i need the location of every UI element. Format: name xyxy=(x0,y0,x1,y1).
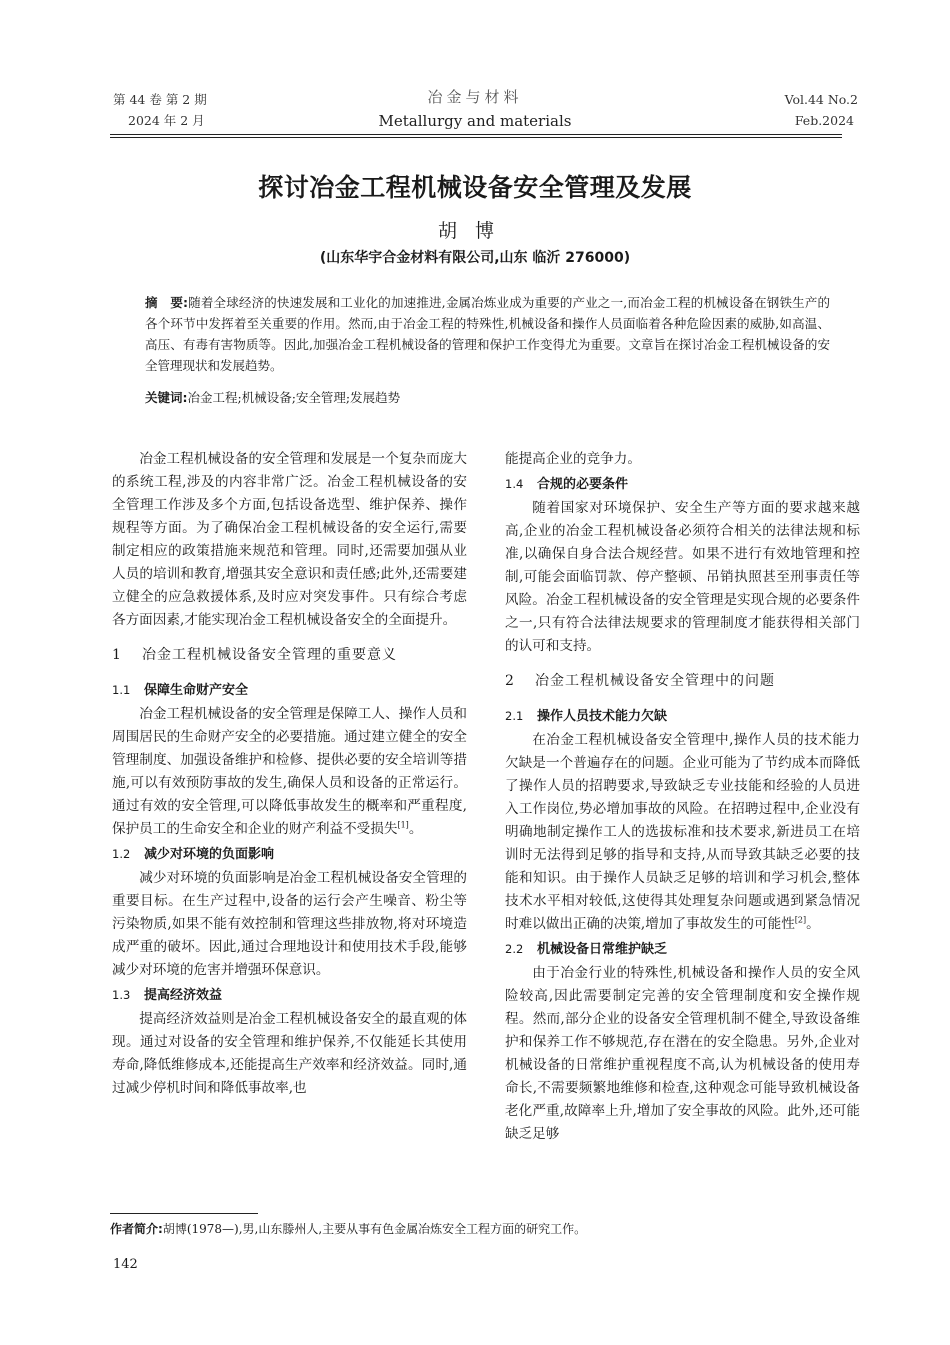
abstract-text: 随着全球经济的快速发展和工业化的加速推进,金属冶炼业成为重要的产业之一,而冶金工程的机械设备在钢铁生产的各个环节中发挥着至关重要的作用。然而,由于冶金工程的特殊性,机械设备和操作人员面临着各种危险因素的威胁,如高温、高压、有毒有害物质等。因此,加强冶金工程机械设备的管理和保护工作变得尤为重要。文章旨在探讨冶金工程机械设备的安全管理现状和发展趋势。 xyxy=(145,295,831,373)
author-bio-footnote xyxy=(110,1220,586,1237)
intro-paragraph: 冶金工程机械设备的安全管理和发展是一个复杂而庞大的系统工程,涉及的内容非常广泛。冶金工程机械设备的安全管理工作涉及多个方面,包括设备选型、维护保养、操作规程等方面。为了确保冶金工程机械设备的安全运行,需要制定相应的政策措施来规范和管理。同时,还需要加强从业人员的培训和教育,增强其安全意识和责任感;此外,还需要建立健全的应急救援体系,及时应对突发事件。只有综合考虑各方面因素,才能实现冶金工程机械设备安全的全面提升。 xyxy=(112,451,467,628)
keywords-text: 冶金工程;机械设备;安全管理;发展趋势 xyxy=(187,390,401,405)
subsection-title: 提高经济效益 xyxy=(144,988,223,1003)
paragraph-text: 冶金工程机械设备的安全管理是保障工人、操作人员和周围居民的生命财产安全的必要措施。通过建立健全的安全管理制度、加强设备维护和检修、提供必要的安全培训等措施,可以有效预防事故的发生,确保人员和设备的正常运行。通过有效的安全管理,可以降低事故发生的概率和严重程度,保护员工的生命安全和企业的财产利益不受损失 xyxy=(112,706,467,837)
page-number: 142 xyxy=(113,1257,138,1272)
section-number: 2 xyxy=(505,673,515,689)
subsection-number: 2.1 xyxy=(505,709,524,723)
subsection-1-1-heading xyxy=(112,679,467,702)
subsection-number: 1.1 xyxy=(112,683,131,697)
footnote-rule xyxy=(110,1213,258,1214)
footnote-label: 作者简介: xyxy=(110,1222,163,1236)
section-number: 1 xyxy=(112,647,122,663)
section-title: 冶金工程机械设备安全管理的重要意义 xyxy=(142,647,397,663)
paper-title: 探讨冶金工程机械设备安全管理及发展 xyxy=(258,173,692,202)
continued-paragraph: 能提高企业的竞争力。 xyxy=(505,451,641,467)
right-column xyxy=(505,448,860,1146)
header-rule-bottom xyxy=(110,137,842,138)
date-en: Feb.2024 xyxy=(794,113,854,128)
subsection-1-3-heading xyxy=(112,984,467,1007)
abstract xyxy=(145,292,830,376)
volume-issue-cn: 第 44 卷 第 2 期 xyxy=(113,92,207,107)
subsection-2-2-heading xyxy=(505,938,860,961)
subsection-number: 2.2 xyxy=(505,942,524,956)
abstract-label: 摘 要: xyxy=(145,295,189,310)
subsection-2-1-paragraph xyxy=(505,729,860,936)
subsection-title: 保障生命财产安全 xyxy=(144,683,249,698)
subsection-number: 1.3 xyxy=(112,988,131,1002)
subsection-2-1-heading xyxy=(505,705,860,728)
subsection-1-4-paragraph: 随着国家对环境保护、安全生产等方面的要求越来越高,企业的冶金工程机械设备必须符合相关的法律法规和标准,以确保自身合法合规经营。如果不进行有效地管理和控制,可能会面临罚款、停产整顿、吊销执照甚至刑事责任等风险。冶金工程机械设备的安全管理是实现合规的必要条件之一,只有符合法律法规要求的管理制度才能获得相关部门的认可和支持。 xyxy=(505,500,860,654)
keywords-label: 关键词: xyxy=(145,390,188,405)
volume-issue-en: Vol.44 No.2 xyxy=(784,92,858,107)
section-1-heading xyxy=(112,644,467,667)
section-title: 冶金工程机械设备安全管理中的问题 xyxy=(535,673,775,689)
date-cn: 2024 年 2 月 xyxy=(128,113,205,128)
subsection-2-2-paragraph: 由于冶金行业的特殊性,机械设备和操作人员的安全风险较高,因此需要制定完善的安全管理制度和安全操作规程。然而,部分企业的设备安全管理机制不健全,导致设备维护和保养工作不够规范,存在潜在的安全隐患。另外,企业对机械设备的日常维护重视程度不高,认为机械设备的使用寿命长,不需要频繁地维修和检查,这种观念可能导致机械设备老化严重,故障率上升,增加了安全事故的风险。此外,还可能缺乏足够 xyxy=(505,965,860,1142)
subsection-1-2-paragraph: 减少对环境的负面影响是冶金工程机械设备安全管理的重要目标。在生产过程中,设备的运行会产生噪音、粉尘等污染物质,如果不能有效控制和管理这些排放物,将对环境造成严重的破坏。因此,通过合理地设计和使用技术手段,能够减少对环境的危害并增强环保意识。 xyxy=(112,870,467,978)
subsection-1-1-paragraph xyxy=(112,703,467,841)
header-rule-top xyxy=(110,134,842,135)
subsection-number: 1.2 xyxy=(112,847,131,861)
journal-name-cn: 冶金与材料 xyxy=(427,88,523,106)
paragraph-end: 。 xyxy=(806,916,820,932)
subsection-1-4-heading xyxy=(505,473,860,496)
keywords xyxy=(145,388,830,406)
left-column xyxy=(112,448,467,1100)
author-name: 胡博 xyxy=(437,220,512,242)
subsection-1-2-heading xyxy=(112,843,467,866)
section-2-heading xyxy=(505,670,860,693)
subsection-title: 合规的必要条件 xyxy=(537,477,629,492)
subsection-number: 1.4 xyxy=(505,477,524,491)
citation-ref: [1] xyxy=(397,820,409,830)
journal-name-en: Metallurgy and materials xyxy=(378,112,572,130)
affiliation: (山东华宇合金材料有限公司,山东 临沂 276000) xyxy=(319,250,631,266)
subsection-title: 操作人员技术能力欠缺 xyxy=(537,709,668,724)
footnote-text: 胡博(1978—),男,山东滕州人,主要从事有色金属冶炼安全工程方面的研究工作。 xyxy=(162,1222,587,1236)
paragraph-text: 在冶金工程机械设备安全管理中,操作人员的技术能力欠缺是一个普遍存在的问题。企业可能为了节约成本而降低了操作人员的招聘要求,导致缺乏专业技能和经验的人员进入工作岗位,势必增加事故的风险。在招聘过程中,企业没有明确地制定操作工人的选拔标准和技术要求,新进员工在培训时无法得到足够的指导和支持,从而导致其缺乏必要的技能和知识。由于操作人员缺乏足够的培训和学习机会,整体技术水平相对较低,这使得其处理复杂问题或遇到紧急情况时难以做出正确的决策,增加了事故发生的可能性 xyxy=(505,732,860,932)
citation-ref: [2] xyxy=(794,915,807,925)
subsection-1-3-paragraph: 提高经济效益则是冶金工程机械设备安全的最直观的体现。通过对设备的安全管理和维护保养,不仅能延长其使用寿命,降低维修成本,还能提高生产效率和经济效益。同时,通过减少停机时间和降低事故率,也 xyxy=(112,1011,467,1096)
paragraph-end: 。 xyxy=(408,821,423,837)
subsection-title: 机械设备日常维护缺乏 xyxy=(537,942,668,957)
subsection-title: 减少对环境的负面影响 xyxy=(144,847,275,862)
